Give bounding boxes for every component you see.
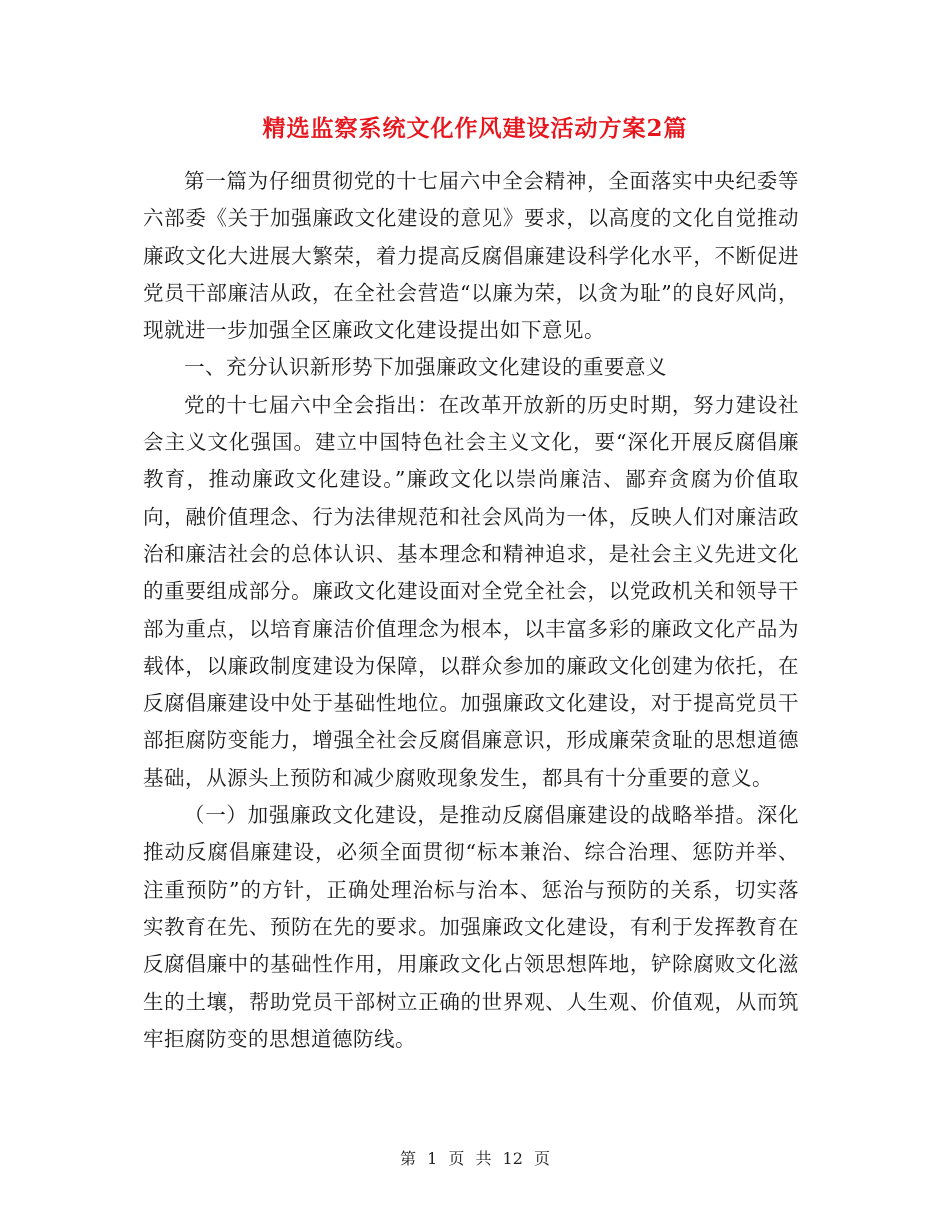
paragraph-significance: 党的十七届六中全会指出：在改革开放新的历史时期，努力建设社会主义文化强国。建立中国特色社会主义文化，要“深化开展反腐倡廉教育，推动廉政文化建设。”廉政文化以崇尚廉洁、鄙弃贪腐为价值取向，融价值理念、行为法律规范和社会风尚为一体，反映人们对廉洁政治和廉洁社会的总体认识、基本理念和精神追求，是社会主义先进文化的重要组成部分。廉政文化建设面对全党全社会，以党政机关和领导干部为重点，以培育廉洁价值理念为根本，以丰富多彩的廉政文化产品为载体，以廉政制度建设为保障，以群众参加的廉政文化创建为依托，在反腐倡廉建设中处于基础性地位。加强廉政文化建设，对于提高党员干部拒腐防变能力，增强全社会反腐倡廉意识，形成廉荣贪耻的思想道德基础，从源头上预防和减少腐败现象发生，都具有十分重要的意义。 [143,392,799,790]
section-heading: 一、充分认识新形势下加强廉政文化建设的重要意义 [184,355,667,380]
paragraph-subsection-1: （一）加强廉政文化建设，是推动反腐倡廉建设的战略举措。深化推动反腐倡廉建设，必须全面贯彻“标本兼治、综合治理、惩防并举、注重预防”的方针，正确处理治标与治本、惩治与预防的关系，切实落实教育在先、预防在先的要求。加强廉政文化建设，有利于发挥教育在反腐倡廉中的基础性作用，用廉政文化占领思想阵地，铲除腐败文化滋生的土壤，帮助党员干部树立正确的世界观、人生观、价值观，从而筑牢拒腐防变的思想道德防线。 [143,803,799,1051]
paragraph-intro: 第一篇为仔细贯彻党的十七届六中全会精神，全面落实中央纪委等六部委《关于加强廉政文化建设的意见》要求，以高度的文化自觉推动廉政文化大进展大繁荣，着力提高反腐倡廉建设科学化水平，不断促进党员干部廉洁从政，在全社会营造“以廉为荣，以贪为耻”的良好风尚，现就进一步加强全区廉政文化建设提出如下意见。 [143,169,799,343]
document-title: 精选监察系统文化作风建设活动方案2篇 [262,115,688,142]
document-body [143,163,799,1058]
page-number-footer: 第 1 页 共 12 页 [400,1149,550,1168]
